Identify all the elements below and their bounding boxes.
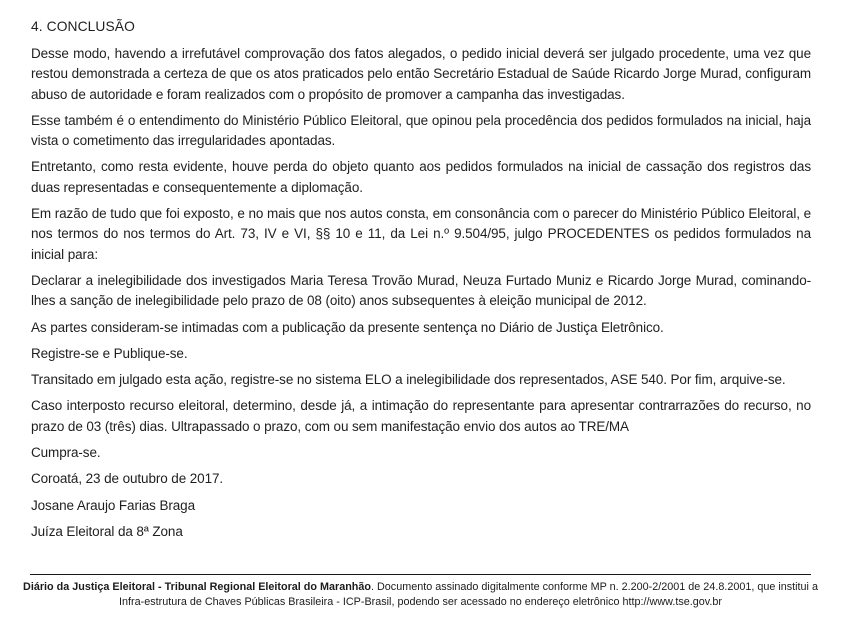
paragraph-loss-of-object: Entretanto, como resta evidente, houve perda do objeto quanto aos pedidos formulados na inicial de cassação dos registros das duas representadas e consequentemente a diplomação. xyxy=(31,159,811,195)
footer-legal-notice: . Documento assinado digitalmente conforme MP n. 2.200-2/2001 de 24.8.2001, que institui a Infra-estrutura de Chaves Públicas Brasileira - ICP-Brasil, podendo ser acessado no endereço eletrônico http://www.tse.gov.br xyxy=(119,581,818,608)
paragraph-register-publish: Registre-se e Publique-se. xyxy=(31,345,188,361)
page-footer xyxy=(0,574,841,610)
paragraph-ruling: Em razão de tudo que foi exposto, e no mais que nos autos consta, em consonância com o parecer do Ministério Público Eleitoral, e nos termos do nos termos do Art. 73, IV e VI, §§ 10 e 11, da Lei n.º 9.504/95, julgo PROCEDENTES os pedidos formulados na inicial para: xyxy=(31,206,811,262)
footer-journal-title: Diário da Justiça Eleitoral - Tribunal Regional Eleitoral do Maranhão xyxy=(23,581,371,593)
paragraph-ineligibility-declaration: Declarar a inelegibilidade dos investigados Maria Teresa Trovão Murad, Neuza Furtado Muniz e Ricardo Jorge Murad, cominando-lhes a sanção de inelegibilidade pelo prazo de 08 (oito) anos subsequentes à eleição municipal de 2012. xyxy=(31,272,811,309)
signature-judge-title: Juíza Eleitoral da 8ª Zona xyxy=(31,523,183,539)
footer-text xyxy=(21,580,821,610)
paragraph-date-place: Coroatá, 23 de outubro de 2017. xyxy=(31,471,224,487)
paragraph-mpe-opinion: Esse também é o entendimento do Ministério Público Eleitoral, que opinou pela procedência dos pedidos formulados na inicial, haja vista o cometimento das irregularidades apontadas. xyxy=(31,112,811,149)
paragraph-elo-system: Transitado em julgado esta ação, registre-se no sistema ELO a inelegibilidade dos representados, ASE 540. Por fim, arquive-se. xyxy=(31,372,786,388)
paragraph-appeal-instructions: Caso interposto recurso eleitoral, determino, desde já, a intimação do representante para apresentar contrarrazões do recurso, no prazo de 03 (três) dias. Ultrapassado o prazo, com ou sem manifestação envio dos autos ao TRE/MA xyxy=(31,398,811,434)
paragraph-notification: As partes consideram-se intimadas com a publicação da presente sentença no Diário de Justiça Eletrônico. xyxy=(31,319,664,335)
footer-divider-line xyxy=(30,574,811,575)
paragraph-cumpra-se: Cumpra-se. xyxy=(31,445,101,461)
document-body xyxy=(31,17,811,548)
signature-judge-name: Josane Araujo Farias Braga xyxy=(31,497,195,513)
section-heading: 4. CONCLUSÃO xyxy=(31,19,135,34)
paragraph-conclusion-1: Desse modo, havendo a irrefutável comprovação dos fatos alegados, o pedido inicial deverá ser julgado procedente, uma vez que restou demonstrada a certeza de que os atos praticados pelo então Secretário Estadual de Saúde Ricardo Jorge Murad, configuram abuso de autoridade e foram realizados com o propósito de promover a campanha das investigadas. xyxy=(31,46,811,102)
